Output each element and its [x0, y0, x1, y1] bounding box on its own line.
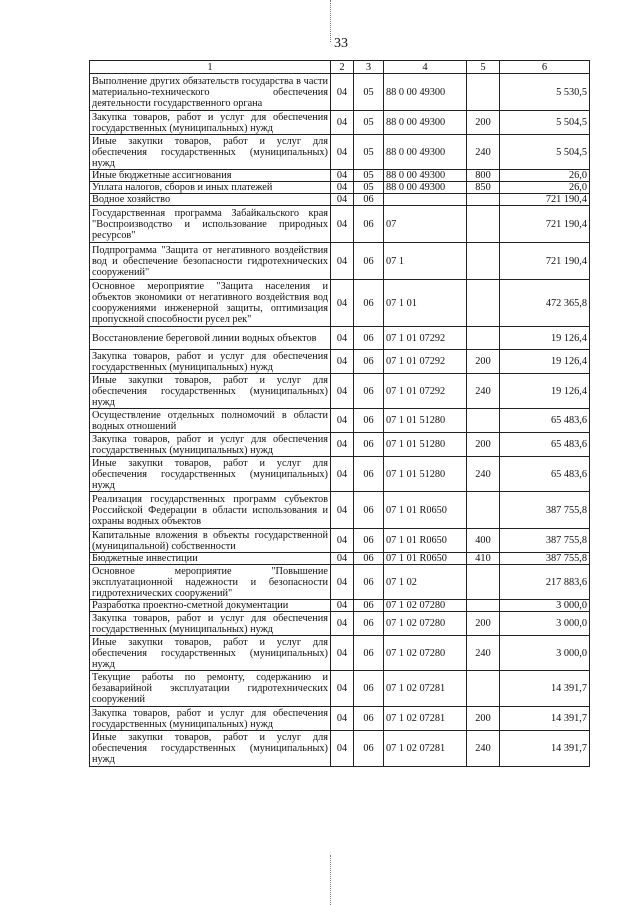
- cell-subsection: 06: [354, 433, 384, 457]
- table-row: [90, 433, 590, 457]
- cell-name: Восстановление береговой линии водных объектов: [90, 327, 331, 350]
- cell-expense-type: [467, 280, 500, 327]
- cell-name: Водное хозяйство: [90, 194, 331, 206]
- cell-amount: 14 391,7: [500, 707, 590, 731]
- cell-subsection: 05: [354, 111, 384, 135]
- cell-target-article: 07 1 01 07292: [384, 327, 467, 350]
- cell-subsection: 06: [354, 565, 384, 600]
- cell-section: 04: [331, 612, 354, 636]
- cell-amount: 65 483,6: [500, 457, 590, 492]
- cell-subsection: 06: [354, 457, 384, 492]
- cell-amount: 217 883,6: [500, 565, 590, 600]
- table-row: [90, 492, 590, 529]
- cell-name: Текущие работы по ремонту, содержанию и безаварийной эксплуатации гидротехнических сооружений: [90, 671, 331, 707]
- table-row: [90, 731, 590, 767]
- cell-name: Закупка товаров, работ и услуг для обеспечения государственных (муниципальных) нужд: [90, 111, 331, 135]
- cell-section: 04: [331, 111, 354, 135]
- column-header: 1: [90, 61, 331, 74]
- cell-target-article: 07 1 01 R0650: [384, 529, 467, 553]
- table-row: [90, 111, 590, 135]
- cell-subsection: 06: [354, 707, 384, 731]
- cell-target-article: 07 1 01 R0650: [384, 492, 467, 529]
- table-row: [90, 182, 590, 194]
- cell-expense-type: 240: [467, 636, 500, 671]
- cell-section: 04: [331, 731, 354, 767]
- cell-amount: 19 126,4: [500, 374, 590, 409]
- table-row: [90, 671, 590, 707]
- cell-section: 04: [331, 206, 354, 243]
- cell-subsection: 06: [354, 350, 384, 374]
- cell-target-article: 07 1 02: [384, 565, 467, 600]
- cell-name: Закупка товаров, работ и услуг для обеспечения государственных (муниципальных) нужд: [90, 707, 331, 731]
- cell-expense-type: 410: [467, 553, 500, 565]
- cell-expense-type: [467, 409, 500, 433]
- cell-expense-type: 240: [467, 135, 500, 170]
- cell-subsection: 05: [354, 182, 384, 194]
- table-row: [90, 600, 590, 612]
- cell-amount: 721 190,4: [500, 243, 590, 280]
- cell-section: 04: [331, 243, 354, 280]
- cell-name: Подпрограмма "Защита от негативного воздействия вод и обеспечение безопасности гидротехнических сооружений": [90, 243, 331, 280]
- cell-target-article: 88 0 00 49300: [384, 170, 467, 182]
- cell-target-article: 07 1 02 07281: [384, 731, 467, 767]
- cell-name: Иные закупки товаров, работ и услуг для обеспечения государственных (муниципальных) нужд: [90, 135, 331, 170]
- cell-target-article: 07 1 02 07281: [384, 671, 467, 707]
- cell-name: Иные закупки товаров, работ и услуг для обеспечения государственных (муниципальных) нужд: [90, 636, 331, 671]
- cell-name: Иные закупки товаров, работ и услуг для обеспечения государственных (муниципальных) нужд: [90, 457, 331, 492]
- cell-expense-type: 240: [467, 731, 500, 767]
- cell-name: Основное мероприятие "Повышение эксплуатационной надежности и безопасности гидротехнических сооружений": [90, 565, 331, 600]
- cell-name: Бюджетные инвестиции: [90, 553, 331, 565]
- cell-target-article: 07: [384, 206, 467, 243]
- table-row: [90, 374, 590, 409]
- cell-amount: 387 755,8: [500, 529, 590, 553]
- cell-section: 04: [331, 170, 354, 182]
- table-row: [90, 135, 590, 170]
- column-header: 5: [467, 61, 500, 74]
- cell-target-article: 07 1 01 07292: [384, 350, 467, 374]
- table-row: [90, 636, 590, 671]
- cell-subsection: 06: [354, 731, 384, 767]
- table-row: [90, 74, 590, 111]
- cell-amount: 3 000,0: [500, 600, 590, 612]
- cell-subsection: 06: [354, 671, 384, 707]
- cell-expense-type: 850: [467, 182, 500, 194]
- cell-section: 04: [331, 374, 354, 409]
- cell-section: 04: [331, 74, 354, 111]
- cell-target-article: 07 1 02 07280: [384, 600, 467, 612]
- cell-expense-type: 200: [467, 111, 500, 135]
- cell-subsection: 06: [354, 194, 384, 206]
- cell-target-article: 88 0 00 49300: [384, 74, 467, 111]
- cell-amount: 26,0: [500, 170, 590, 182]
- cell-subsection: 05: [354, 170, 384, 182]
- cell-amount: 5 504,5: [500, 111, 590, 135]
- budget-table: [89, 60, 590, 767]
- column-header: 2: [331, 61, 354, 74]
- cell-amount: 14 391,7: [500, 671, 590, 707]
- table-row: [90, 350, 590, 374]
- cell-subsection: 06: [354, 409, 384, 433]
- cell-subsection: 06: [354, 327, 384, 350]
- cell-section: 04: [331, 553, 354, 565]
- cell-section: 04: [331, 565, 354, 600]
- cell-amount: 3 000,0: [500, 636, 590, 671]
- cell-name: Государственная программа Забайкальского края "Воспроизводство и использование природных ресурсов": [90, 206, 331, 243]
- cell-section: 04: [331, 350, 354, 374]
- cell-name: Основное мероприятие "Защита населения и объектов экономики от негативного воздействия вод сооружениями инженерной защиты, оптимизация пропускной способности русел рек": [90, 280, 331, 327]
- cell-subsection: 06: [354, 280, 384, 327]
- cell-section: 04: [331, 194, 354, 206]
- cell-amount: 19 126,4: [500, 350, 590, 374]
- cell-section: 04: [331, 457, 354, 492]
- cell-subsection: 06: [354, 206, 384, 243]
- cell-section: 04: [331, 409, 354, 433]
- table-row: [90, 457, 590, 492]
- cell-target-article: 88 0 00 49300: [384, 182, 467, 194]
- cell-expense-type: [467, 243, 500, 280]
- page-number: 33: [334, 36, 348, 51]
- cell-expense-type: [467, 492, 500, 529]
- table-row: [90, 707, 590, 731]
- cell-expense-type: [467, 327, 500, 350]
- cell-section: 04: [331, 182, 354, 194]
- cell-name: Закупка товаров, работ и услуг для обеспечения государственных (муниципальных) нужд: [90, 612, 331, 636]
- cell-amount: 26,0: [500, 182, 590, 194]
- cell-section: 04: [331, 135, 354, 170]
- cell-amount: 387 755,8: [500, 553, 590, 565]
- table-row: [90, 409, 590, 433]
- table-row: [90, 194, 590, 206]
- cell-subsection: 06: [354, 529, 384, 553]
- cell-amount: 3 000,0: [500, 612, 590, 636]
- column-header: 4: [384, 61, 467, 74]
- cell-target-article: 88 0 00 49300: [384, 135, 467, 170]
- cell-subsection: 06: [354, 374, 384, 409]
- cell-subsection: 06: [354, 636, 384, 671]
- cell-expense-type: [467, 565, 500, 600]
- cell-amount: 721 190,4: [500, 206, 590, 243]
- cell-section: 04: [331, 529, 354, 553]
- cell-target-article: 88 0 00 49300: [384, 111, 467, 135]
- cell-name: Закупка товаров, работ и услуг для обеспечения государственных (муниципальных) нужд: [90, 350, 331, 374]
- cell-target-article: 07 1 02 07280: [384, 612, 467, 636]
- cell-amount: 5 504,5: [500, 135, 590, 170]
- column-header: 6: [500, 61, 590, 74]
- cell-target-article: 07 1 02 07280: [384, 636, 467, 671]
- cell-section: 04: [331, 280, 354, 327]
- cell-section: 04: [331, 600, 354, 612]
- cell-target-article: 07 1 01: [384, 280, 467, 327]
- cell-subsection: 06: [354, 553, 384, 565]
- cell-name: Уплата налогов, сборов и иных платежей: [90, 182, 331, 194]
- cell-amount: 65 483,6: [500, 433, 590, 457]
- cell-name: Иные закупки товаров, работ и услуг для обеспечения государственных (муниципальных) нужд: [90, 731, 331, 767]
- cell-target-article: 07 1 01 51280: [384, 433, 467, 457]
- table-row: [90, 170, 590, 182]
- table-row: [90, 612, 590, 636]
- table-row: [90, 565, 590, 600]
- cell-amount: 14 391,7: [500, 731, 590, 767]
- cell-section: 04: [331, 707, 354, 731]
- table-row: [90, 243, 590, 280]
- cell-expense-type: 200: [467, 433, 500, 457]
- cell-section: 04: [331, 327, 354, 350]
- cell-expense-type: [467, 671, 500, 707]
- cell-target-article: [384, 194, 467, 206]
- cell-expense-type: 200: [467, 707, 500, 731]
- cell-expense-type: [467, 206, 500, 243]
- cell-name: Капитальные вложения в объекты государственной (муниципальной) собственности: [90, 529, 331, 553]
- cell-amount: 5 530,5: [500, 74, 590, 111]
- table-row: [90, 280, 590, 327]
- cell-target-article: 07 1 01 07292: [384, 374, 467, 409]
- cell-expense-type: 800: [467, 170, 500, 182]
- table-row: [90, 206, 590, 243]
- cell-section: 04: [331, 492, 354, 529]
- cell-name: Иные закупки товаров, работ и услуг для обеспечения государственных (муниципальных) нужд: [90, 374, 331, 409]
- table-row: [90, 553, 590, 565]
- cell-name: Выполнение других обязательств государства в части материально-технического обеспечения деятельности государственного органа: [90, 74, 331, 111]
- table-row: [90, 529, 590, 553]
- cell-amount: 387 755,8: [500, 492, 590, 529]
- cell-subsection: 06: [354, 243, 384, 280]
- cell-expense-type: 200: [467, 350, 500, 374]
- cell-target-article: 07 1 01 51280: [384, 457, 467, 492]
- cell-expense-type: 400: [467, 529, 500, 553]
- cell-target-article: 07 1: [384, 243, 467, 280]
- cell-subsection: 06: [354, 492, 384, 529]
- cell-section: 04: [331, 433, 354, 457]
- cell-amount: 19 126,4: [500, 327, 590, 350]
- column-header: 3: [354, 61, 384, 74]
- cell-target-article: 07 1 02 07281: [384, 707, 467, 731]
- cell-expense-type: 240: [467, 457, 500, 492]
- cell-target-article: 07 1 01 51280: [384, 409, 467, 433]
- cell-name: Иные бюджетные ассигнования: [90, 170, 331, 182]
- cell-section: 04: [331, 671, 354, 707]
- cell-name: Закупка товаров, работ и услуг для обеспечения государственных (муниципальных) нужд: [90, 433, 331, 457]
- cell-expense-type: 240: [467, 374, 500, 409]
- cell-expense-type: 200: [467, 612, 500, 636]
- cell-name: Разработка проектно-сметной документации: [90, 600, 331, 612]
- cell-name: Реализация государственных программ субъектов Российской Федерации в области использования и охраны водных объектов: [90, 492, 331, 529]
- cell-section: 04: [331, 636, 354, 671]
- cell-target-article: 07 1 01 R0650: [384, 553, 467, 565]
- cell-amount: 721 190,4: [500, 194, 590, 206]
- cell-subsection: 06: [354, 612, 384, 636]
- cell-amount: 65 483,6: [500, 409, 590, 433]
- cell-expense-type: [467, 194, 500, 206]
- table-header-row: [90, 61, 590, 74]
- scan-artifact-line: [330, 855, 331, 905]
- table-row: [90, 327, 590, 350]
- cell-amount: 472 365,8: [500, 280, 590, 327]
- cell-subsection: 06: [354, 600, 384, 612]
- cell-name: Осуществление отдельных полномочий в области водных отношений: [90, 409, 331, 433]
- cell-expense-type: [467, 600, 500, 612]
- cell-subsection: 05: [354, 74, 384, 111]
- cell-subsection: 05: [354, 135, 384, 170]
- cell-expense-type: [467, 74, 500, 111]
